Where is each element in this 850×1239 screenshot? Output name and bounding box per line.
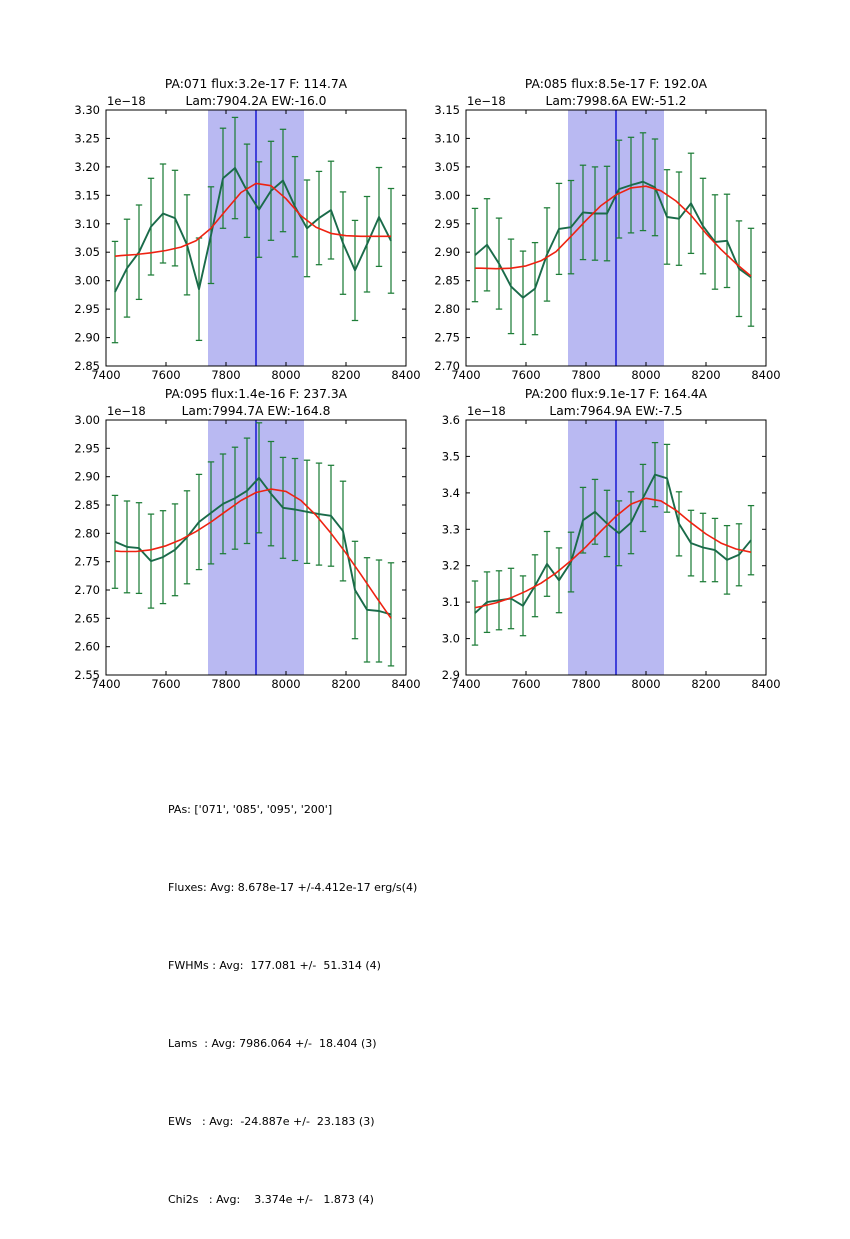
- fit-summary-block: [168, 745, 417, 1239]
- x-tick-label: 8200: [331, 677, 361, 691]
- y-tick-label: 2.80: [434, 302, 460, 317]
- axis-offset-label: 1e−18: [467, 94, 506, 108]
- x-tick-label: 7800: [211, 368, 241, 382]
- y-tick-label: 2.90: [74, 469, 100, 484]
- x-tick-label: 7800: [211, 677, 241, 691]
- y-tick-label: 3.00: [74, 273, 100, 288]
- x-tick-label: 7600: [151, 677, 181, 691]
- y-tick-label: 3.30: [74, 103, 100, 117]
- x-tick-label: 8400: [751, 677, 781, 691]
- y-tick-label: 2.75: [434, 330, 460, 345]
- axis-offset-label: 1e−18: [467, 404, 506, 418]
- y-tick-label: 3.00: [434, 188, 460, 203]
- x-tick-label: 7600: [511, 368, 541, 382]
- x-tick-label: 7600: [511, 677, 541, 691]
- y-tick-label: 3.0: [441, 631, 460, 646]
- y-tick-label: 3.10: [74, 216, 100, 231]
- x-tick-label: 8200: [691, 677, 721, 691]
- y-tick-label: 2.85: [74, 359, 100, 373]
- summary-fwhms: FWHMs : Avg: 177.081 +/- 51.314 (4): [168, 959, 381, 972]
- x-tick-label: 7400: [451, 677, 481, 691]
- summary-lams: Lams : Avg: 7986.064 +/- 18.404 (3): [168, 1037, 377, 1050]
- summary-fluxes: Fluxes: Avg: 8.678e-17 +/-4.412e-17 erg/s(4): [168, 881, 418, 894]
- y-tick-label: 3.15: [434, 103, 460, 117]
- subplot-pa-071: [74, 94, 420, 382]
- y-tick-label: 2.70: [434, 359, 460, 373]
- y-tick-label: 2.80: [74, 526, 100, 541]
- y-tick-label: 2.55: [74, 668, 100, 682]
- x-tick-label: 8000: [631, 368, 661, 382]
- y-tick-label: 3.4: [441, 485, 460, 500]
- x-tick-label: 8000: [631, 677, 661, 691]
- x-tick-label: 8400: [391, 368, 421, 382]
- summary-chi2s: Chi2s : Avg: 3.374e +/- 1.873 (4): [168, 1193, 374, 1206]
- y-tick-label: 2.9: [441, 668, 460, 682]
- summary-pas: PAs: ['071', '085', '095', '200']: [168, 803, 333, 816]
- y-tick-label: 2.85: [74, 498, 100, 512]
- subplot-title-line2: Lam:7998.6A EW:-51.2: [545, 94, 687, 108]
- x-tick-label: 8000: [271, 677, 301, 691]
- y-tick-label: 3.00: [74, 413, 100, 427]
- subplot-pa-095: [74, 404, 420, 691]
- x-tick-label: 8000: [271, 368, 301, 382]
- summary-ews: EWs : Avg: -24.887e +/- 23.183 (3): [168, 1115, 375, 1128]
- y-tick-label: 2.70: [74, 583, 100, 597]
- y-tick-label: 2.85: [434, 273, 460, 288]
- x-tick-label: 8400: [391, 677, 421, 691]
- x-tick-label: 7800: [571, 677, 601, 691]
- x-tick-label: 7400: [91, 368, 121, 382]
- y-tick-label: 2.60: [74, 639, 100, 654]
- y-tick-label: 3.3: [441, 522, 460, 537]
- y-tick-label: 3.05: [74, 245, 100, 260]
- y-tick-label: 3.05: [434, 159, 460, 174]
- subplot-title-line1: PA:200 flux:9.1e-17 F: 164.4A: [524, 387, 708, 401]
- y-tick-label: 2.95: [74, 302, 100, 317]
- y-tick-label: 3.2: [441, 558, 460, 573]
- x-tick-label: 8200: [331, 368, 361, 382]
- subplot-title-line1: PA:071 flux:3.2e-17 F: 114.7A: [164, 77, 348, 91]
- subplot-pa-200: [442, 404, 781, 691]
- y-tick-label: 2.75: [74, 554, 100, 569]
- y-tick-label: 2.65: [74, 611, 100, 626]
- y-tick-label: 3.10: [434, 131, 460, 146]
- subplot-title-line1: PA:095 flux:1.4e-16 F: 237.3A: [164, 387, 348, 401]
- subplot-title-line2: Lam:7994.7A EW:-164.8: [181, 404, 331, 418]
- subplot-title-line2: Lam:7904.2A EW:-16.0: [185, 94, 327, 108]
- subplot-title-line1: PA:085 flux:8.5e-17 F: 192.0A: [524, 77, 708, 91]
- y-tick-label: 2.90: [74, 330, 100, 345]
- y-tick-label: 3.1: [441, 595, 460, 610]
- y-tick-label: 2.90: [434, 245, 460, 260]
- y-tick-label: 3.20: [74, 159, 100, 174]
- y-tick-label: 3.6: [441, 413, 460, 427]
- subplot-title-line2: Lam:7964.9A EW:-7.5: [549, 404, 683, 418]
- x-tick-label: 7400: [451, 368, 481, 382]
- y-tick-label: 3.25: [74, 131, 100, 146]
- x-tick-label: 7600: [151, 368, 181, 382]
- y-tick-label: 3.15: [74, 188, 100, 203]
- y-tick-label: 2.95: [74, 441, 100, 456]
- axis-offset-label: 1e−18: [107, 94, 146, 108]
- x-tick-label: 8200: [691, 368, 721, 382]
- x-tick-label: 8400: [751, 368, 781, 382]
- axis-offset-label: 1e−18: [107, 404, 146, 418]
- subplot-pa-085: [434, 94, 780, 382]
- x-tick-label: 7400: [91, 677, 121, 691]
- y-tick-label: 3.5: [441, 449, 460, 464]
- x-tick-label: 7800: [571, 368, 601, 382]
- y-tick-label: 2.95: [434, 216, 460, 231]
